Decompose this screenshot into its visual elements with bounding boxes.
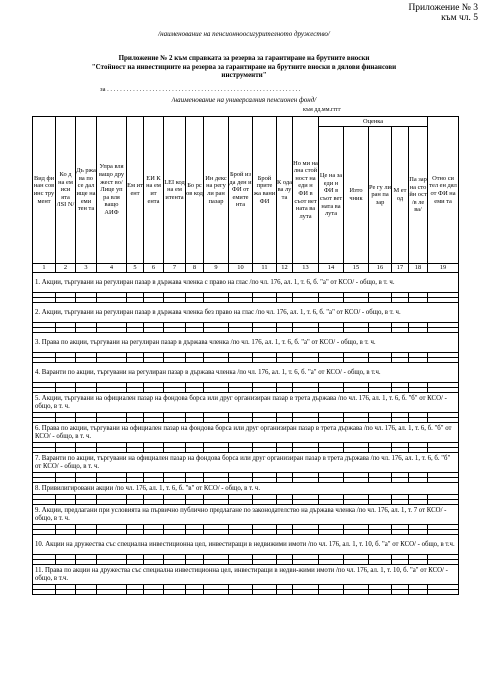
column-number: 4 xyxy=(97,264,127,273)
title-line-1: Приложение № 2 към справката за резерва за гарантиране на брутните вноски xyxy=(118,54,370,62)
table-cell[interactable] xyxy=(229,590,253,595)
table-cell[interactable] xyxy=(56,590,76,595)
document-title xyxy=(30,54,458,80)
table-cell[interactable] xyxy=(428,590,459,595)
header-cell-7: LEI код на ем итента xyxy=(164,117,186,264)
column-number-row xyxy=(33,264,459,273)
column-number: 13 xyxy=(293,264,319,273)
column-number: 12 xyxy=(277,264,293,273)
column-number: 15 xyxy=(344,264,369,273)
table-cell[interactable] xyxy=(164,590,186,595)
header-cell-17: М ет од xyxy=(392,127,409,264)
header-cell-3: Дъ ржа ва по се дал ище на еми тен та xyxy=(76,117,97,264)
section-title: 6. Права по акции, търгувани на официален пазар на фондова борса или друг организиран пазар в трета държава /по чл. 176, ал. 1, т. 6, б. "б" от КСО/ - общо, в т. ч. xyxy=(33,423,459,443)
section-title: 2. Акции, търгувани на регулиран пазар в държава членка без право на глас /по чл. 176, ал. 1, т. 6, б. "а" от КСО/ - общо, в т. ч. xyxy=(33,303,459,323)
section-row xyxy=(33,273,459,293)
column-number: 6 xyxy=(144,264,164,273)
table-cell[interactable] xyxy=(409,590,428,595)
column-number: 1 xyxy=(33,264,56,273)
section-title: 8. Привилигировани акции /по чл. 176, ал. 1, т. 6, б. "в" от КСО/ - общо, в т. ч. xyxy=(33,483,459,495)
section-row xyxy=(33,303,459,323)
table-cell[interactable] xyxy=(277,590,293,595)
header-cell-8: Бо рс ов код xyxy=(186,117,204,264)
table-cell[interactable] xyxy=(253,590,277,595)
valuation-group-header: Оценка xyxy=(319,117,428,127)
section-title: 5. Акции, търгувани на официален пазар на фондова борса или друг организиран пазар в трета държава /по чл. 176, ал. 1, т. 6, б. "б" от КСО/ - общо, в т. ч. xyxy=(33,393,459,413)
pension-company-caption: /наименование на пенсионноосигурителното дружество/ xyxy=(158,30,330,38)
for-fund-line: за . . . . . . . . . . . . . . . . . . . . . . . . . . . . . . . . . . . . . . . . . . . . . . . . . . . . . . . . . . . . xyxy=(100,86,301,93)
header-cell-15: Изто чник xyxy=(344,127,369,264)
pension-fund-caption: /наименование на универсалния пенсионен фонд/ xyxy=(171,96,317,104)
section-row xyxy=(33,453,459,473)
column-number: 16 xyxy=(369,264,392,273)
table-cell[interactable] xyxy=(319,590,344,595)
column-number: 17 xyxy=(392,264,409,273)
table-cell[interactable] xyxy=(204,590,229,595)
table-cell[interactable] xyxy=(97,590,127,595)
table-cell[interactable] xyxy=(392,590,409,595)
table-body xyxy=(33,117,459,595)
header-cell-16: Ре гу ли ран па зар xyxy=(369,127,392,264)
section-row xyxy=(33,363,459,383)
header-cell-1: Вид фи нан сов инс тру мент xyxy=(33,117,56,264)
table-cell[interactable] xyxy=(293,590,319,595)
header-cell-10: Брой из да ден и ФИ от емите нта xyxy=(229,117,253,264)
section-title: 1. Акции, търгувани на регулиран пазар в държава членка с право на глас /по чл. 176, ал. 1, т. 6, б. "а" от КСО/ - общо, в т. ч. xyxy=(33,273,459,293)
section-row xyxy=(33,333,459,353)
table-cell[interactable] xyxy=(186,590,204,595)
section-row xyxy=(33,483,459,495)
section-row xyxy=(33,393,459,413)
column-number: 10 xyxy=(229,264,253,273)
section-title: 3. Права по акции, търгувани на регулиран пазар в държава членка /по чл. 176, ал. 1, т. 6, б. "а" от КСО/ - общо, в т. ч. xyxy=(33,333,459,353)
column-number: 19 xyxy=(428,264,459,273)
table-cell[interactable] xyxy=(369,590,392,595)
header-cell-6: ЕИ К на ем ит ента xyxy=(144,117,164,264)
annex-number: Приложение № 3 xyxy=(408,3,478,13)
section-title: 11. Права по акции на дружества със специална инвестиционна цел, инвестиращи в недви-жими имоти /по чл. 176, ал. 1, т. 10, б. "а" от КСО/ - общо, в т.ч. xyxy=(33,565,459,585)
table-cell[interactable] xyxy=(127,590,144,595)
header-cell-5: Ем ит ент xyxy=(127,117,144,264)
column-number: 3 xyxy=(76,264,97,273)
header-cell-18: Па зар на сто йн ост /в ле ва/ xyxy=(409,127,428,264)
section-title: 10. Акции на дружества със специална инвестиционна цел, инвестиращи в недвижими имоти /по чл. 176, ал. 1, т. 10, б. "а" от КСО/ - общо, в т.ч. xyxy=(33,535,459,555)
table-cell[interactable] xyxy=(76,590,97,595)
table-cell[interactable] xyxy=(344,590,369,595)
table-cell[interactable] xyxy=(144,590,164,595)
section-row xyxy=(33,535,459,555)
column-number: 5 xyxy=(127,264,144,273)
investments-table xyxy=(32,116,459,595)
section-title: 9. Акции, предлагани при условията на първично публично предлагане по законодателство на държава членка /по чл. 176, ал. 1, т. 7 от КСО/ - общо, в т. ч. xyxy=(33,505,459,525)
header-cell-12: К ода ва лу та xyxy=(277,117,293,264)
table-row xyxy=(33,590,459,595)
header-cell-13: Но ми на лна стой ност на еди н ФИ в съот вет ната ва лута xyxy=(293,117,319,264)
table-cell[interactable] xyxy=(33,590,56,595)
column-number: 14 xyxy=(319,264,344,273)
title-line-3: инструменти" xyxy=(221,71,267,79)
section-row xyxy=(33,565,459,585)
annex-article: към чл. 5 xyxy=(441,13,478,23)
header-cell-4: Упра вля ващо дру жест во/ Лице уп ра вля ващо АИФ xyxy=(97,117,127,264)
column-number: 18 xyxy=(409,264,428,273)
annex-label xyxy=(408,3,478,23)
section-title: 7. Варанти по акции, търгувани на официален пазар на фондова борса или друг организиран пазар в трета държава /по чл. 176, ал. 1, т. 6, б. "б" от КСО/ - общо, в т. ч. xyxy=(33,453,459,473)
column-number: 2 xyxy=(56,264,76,273)
header-cell-14: Це на за еди н ФИ в съот вет ната ва лута xyxy=(319,127,344,264)
header-cell-19: Отно си тел ен дял от ФИ на еми та xyxy=(428,117,459,264)
header-cell-9: Ин декс на регу ли ран пазар xyxy=(204,117,229,264)
report-date-label: към дд.мм.гггг xyxy=(303,107,341,113)
column-number: 9 xyxy=(204,264,229,273)
column-number: 7 xyxy=(164,264,186,273)
section-title: 4. Варанти по акции, търгувани на регулиран пазар в държава членка /по чл. 176, ал. 1, т. 6, б. "а" от КСО/ - общо, в т.ч. xyxy=(33,363,459,383)
column-number: 8 xyxy=(186,264,204,273)
title-line-2: "Стойност на инвестициите на резерва за гарантиране на брутните вноски в дялови финансови xyxy=(91,62,397,71)
section-row xyxy=(33,423,459,443)
header-cell-11: Брой прите жа вани ФИ xyxy=(253,117,277,264)
header-cell-2: Ко д на ем иси ята /ISI N/ xyxy=(56,117,76,264)
column-number: 11 xyxy=(253,264,277,273)
section-row xyxy=(33,505,459,525)
